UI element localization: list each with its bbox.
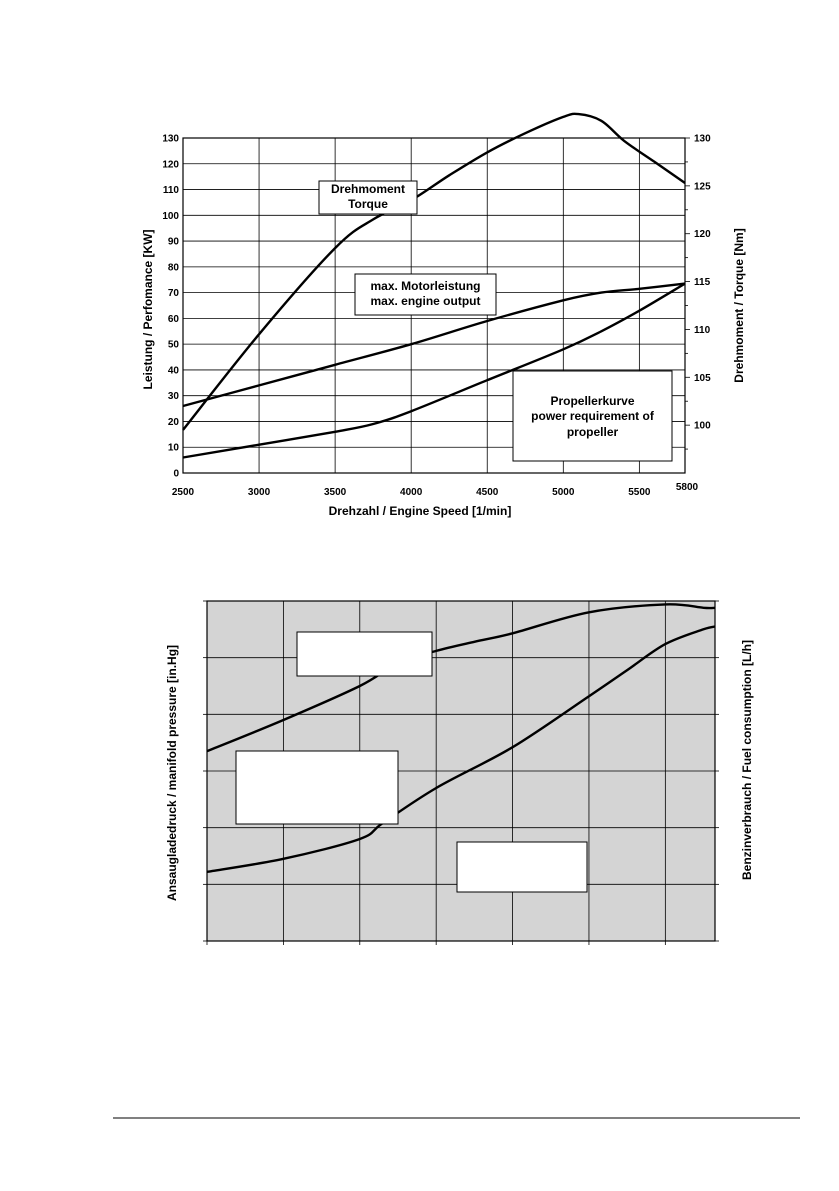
chart1-y-tick-label: 60 <box>167 313 179 325</box>
chart1-x-tick-label: 5500 <box>628 487 651 498</box>
chart1-annotation-text: Drehmoment <box>330 182 406 196</box>
chart1-x-tick-label: 5800 <box>675 482 699 493</box>
chart1-y2-tick-label: 120 <box>694 229 711 241</box>
chart2-y2-axis-label: Benzinverbrauch / Fuel consumption [L/h] <box>740 639 754 881</box>
chart1-y-tick-label: 50 <box>167 339 179 351</box>
chart1-annotation-text: propeller <box>566 425 619 439</box>
chart1-y-tick-label: 130 <box>162 133 179 145</box>
chart2-blank-label-box <box>236 751 398 824</box>
manifold-fuel-chart <box>165 601 754 945</box>
chart1-y-tick-label: 10 <box>167 442 179 454</box>
chart1-y2-tick-label: 130 <box>694 133 711 145</box>
chart2-blank-label-box <box>297 632 432 676</box>
chart1-y-tick-label: 70 <box>167 288 179 300</box>
chart2-blank-label-box <box>457 842 587 892</box>
chart1-y2-tick-label: 105 <box>694 372 711 384</box>
chart1-y-tick-label: 80 <box>167 262 179 274</box>
performance-torque-chart <box>141 114 746 518</box>
chart1-y-tick-label: 20 <box>167 416 179 428</box>
chart1-y-tick-label: 30 <box>167 391 179 403</box>
chart1-annotation-text: Propellerkurve <box>550 394 635 408</box>
chart1-x-axis-label: Drehzahl / Engine Speed [1/min] <box>328 504 512 518</box>
chart1-y2-tick-label: 115 <box>694 277 711 289</box>
chart1-y-tick-label: 40 <box>167 365 179 377</box>
chart1-y2-tick-label: 125 <box>694 181 711 193</box>
chart1-annotation-text: max. Motorleistung <box>370 279 481 293</box>
chart1-y-tick-label: 0 <box>173 468 179 480</box>
chart1-x-tick-label: 3500 <box>323 487 347 498</box>
chart1-x-tick-label: 3000 <box>247 487 271 498</box>
chart1-annotation-text: max. engine output <box>370 294 481 308</box>
chart1-y2-axis-label: Drehmoment / Torque [Nm] <box>732 228 746 383</box>
chart1-y2-tick-label: 110 <box>694 324 711 336</box>
chart1-x-tick-label: 2500 <box>171 487 195 498</box>
chart1-annotation-text: power requirement of <box>531 409 654 423</box>
chart1-y-axis-label: Leistung / Perfomance [KW] <box>141 229 155 390</box>
chart1-y-tick-label: 100 <box>162 210 179 222</box>
chart1-y-tick-label: 110 <box>162 185 179 197</box>
chart2-y-axis-label: Ansaugladedruck / manifold pressure [in.Hg] <box>165 644 179 902</box>
chart1-y-tick-label: 120 <box>162 159 179 171</box>
chart1-x-tick-label: 5000 <box>552 487 575 498</box>
chart1-annotation-text: Torque <box>348 197 388 211</box>
chart1-x-tick-label: 4500 <box>476 487 499 498</box>
chart1-y-tick-label: 90 <box>167 236 179 248</box>
chart1-x-tick-label: 4000 <box>400 487 423 498</box>
chart1-y2-tick-label: 100 <box>694 420 711 432</box>
